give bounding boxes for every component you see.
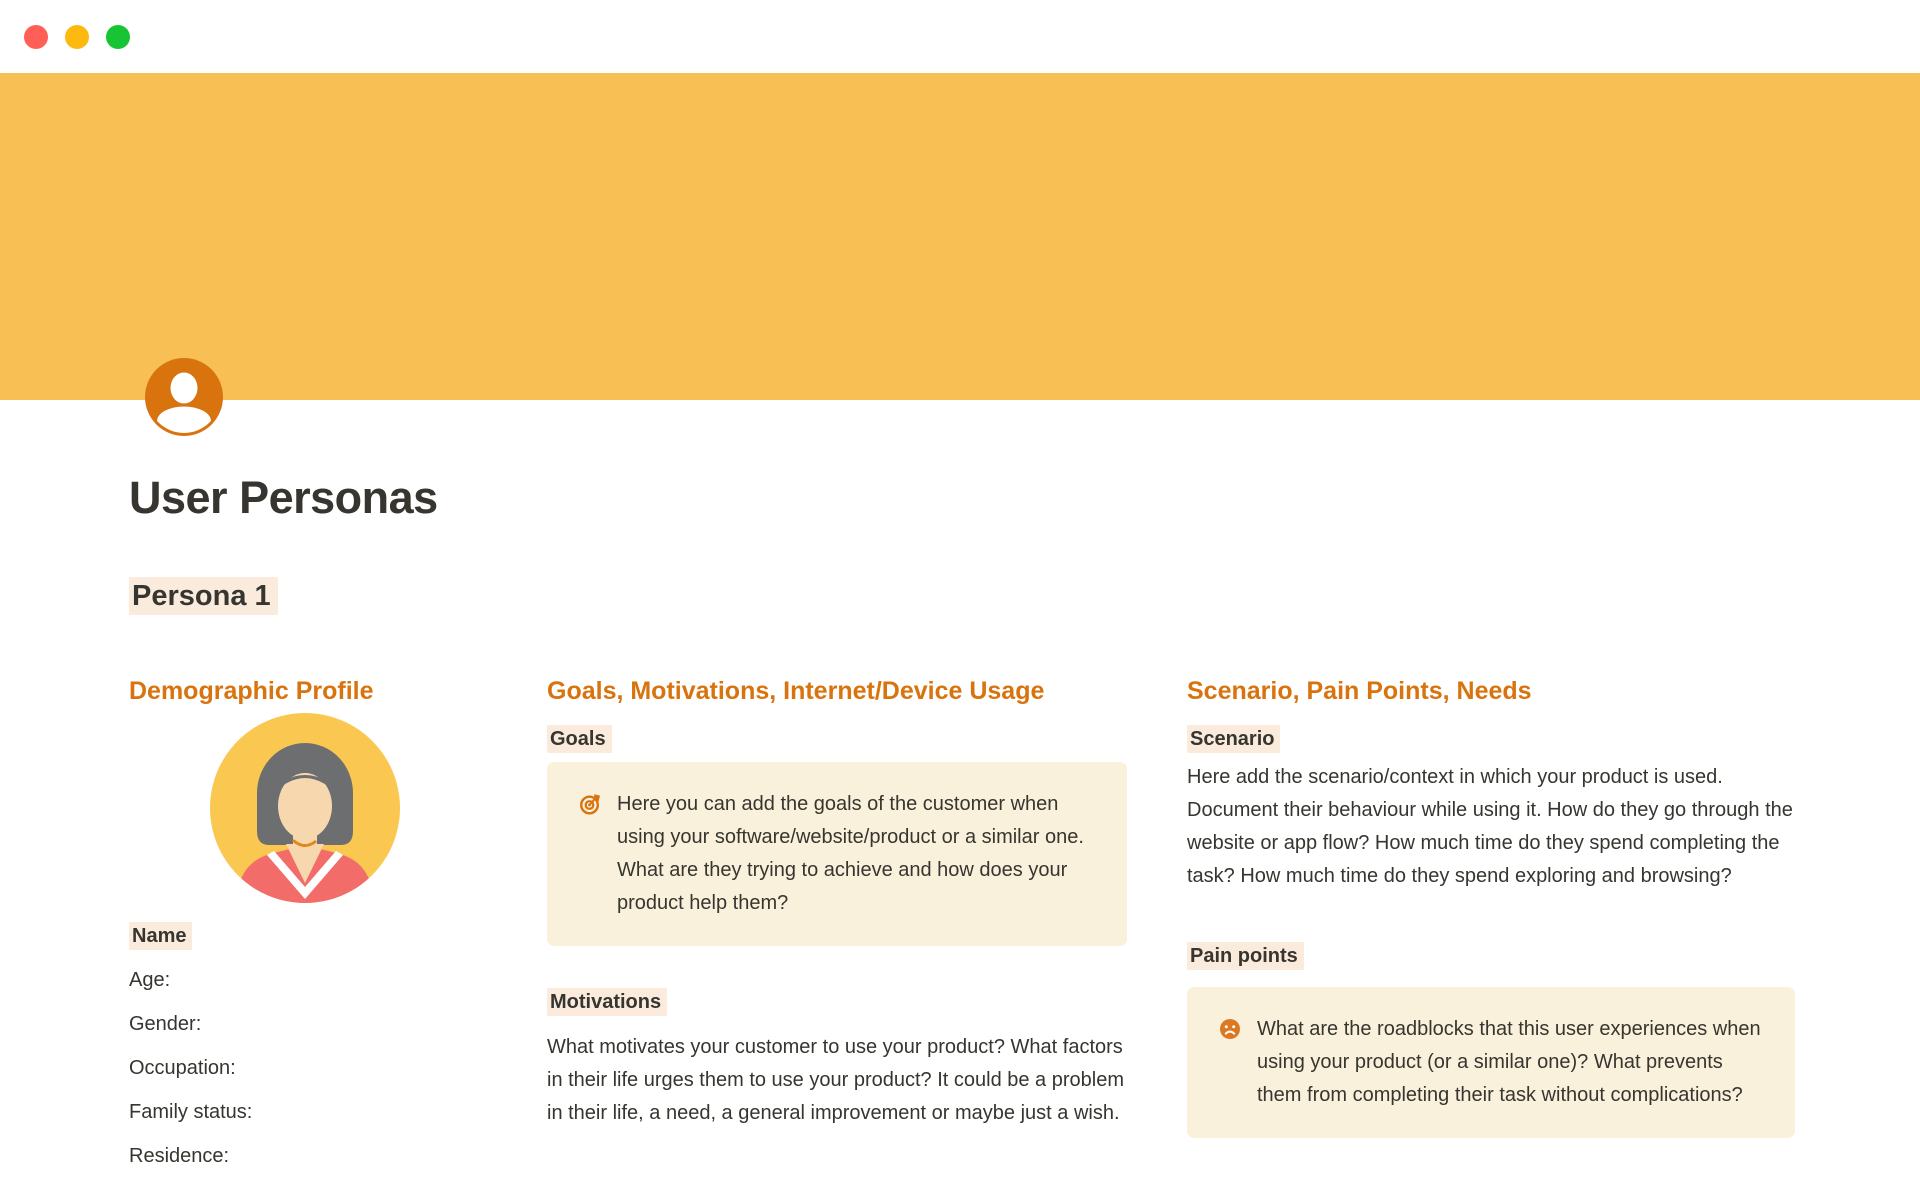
goals-motivations-header: Goals, Motivations, Internet/Device Usage — [547, 677, 1045, 705]
field-age: Age: — [129, 969, 171, 991]
persona-heading — [129, 576, 1794, 616]
woman-avatar-illustration — [210, 713, 400, 903]
field-occupation: Occupation: — [129, 1057, 236, 1079]
target-icon — [579, 793, 601, 815]
window-titlebar — [0, 0, 1920, 73]
column-goals-motivations — [547, 675, 1127, 1130]
motivations-label: Motivations — [547, 986, 1127, 1019]
field-gender: Gender: — [129, 1013, 202, 1035]
scenario-text: Here add the scenario/context in which your product is used. Document their behaviour while using it. How do they go through the website or app flow? How much time do they spend completing the task? How much time do they spend exploring and browsing? — [1187, 766, 1793, 887]
minimize-button[interactable] — [65, 25, 89, 49]
demographic-profile-header: Demographic Profile — [129, 677, 374, 705]
column-scenario-pain-points — [1187, 675, 1795, 1138]
pain-points-callout — [1187, 987, 1795, 1138]
frowning-face-icon — [1219, 1018, 1241, 1040]
persona-columns — [129, 675, 1794, 1200]
scenario-label: Scenario — [1187, 723, 1795, 756]
close-button[interactable] — [24, 25, 48, 49]
page-content — [129, 471, 1794, 1200]
page-title: User Personas — [129, 472, 438, 523]
pain-points-callout-text: What are the roadblocks that this user experiences when using your product (or a similar one)? What prevents them from completing their task without complications? — [1257, 1018, 1761, 1106]
column-demographic-profile — [129, 675, 481, 1200]
fullscreen-button[interactable] — [106, 25, 130, 49]
page-cover[interactable] — [0, 73, 1920, 400]
persona-heading-highlight: Persona 1 — [129, 577, 278, 615]
name-label: Name — [129, 920, 481, 953]
goals-callout — [547, 762, 1127, 946]
motivations-text: What motivates your customer to use your product? What factors in their life urges them to use your product? It could be a problem in their life, a need, a general improvement or maybe just a wish. — [547, 1036, 1124, 1124]
field-family-status: Family status: — [129, 1101, 253, 1123]
field-residence: Residence: — [129, 1145, 230, 1167]
goals-callout-text: Here you can add the goals of the customer when using your software/website/product or a similar one. What are they trying to achieve and how does your product help them? — [617, 793, 1084, 914]
person-circle-icon[interactable] — [145, 358, 223, 436]
pain-points-label: Pain points — [1187, 940, 1795, 973]
bottom-crop-strip — [0, 1181, 1920, 1200]
goals-label: Goals — [547, 723, 1127, 756]
scenario-pain-points-header: Scenario, Pain Points, Needs — [1187, 677, 1532, 705]
